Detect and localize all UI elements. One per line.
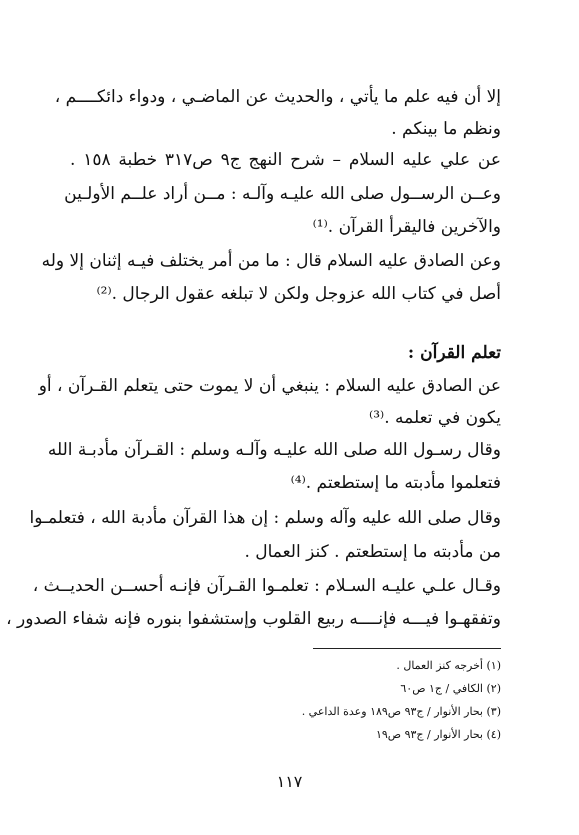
- body-line-16: وتفقهـوا فيـــه فإنــــه ربيع القلوب وإستشفوا بنوره فإنه شفاء الصدور ،: [6, 609, 501, 629]
- body-line-7: أصل في كتاب الله عزوجل ولكن لا تبلغه عقول الرجال .⁽²⁾: [96, 284, 501, 304]
- footnote-4: (٤) بحار الأنوار / ج٩٣ ص١٩: [375, 728, 501, 741]
- footnote-2: (٢) الكافي / ج١ ص٦٠: [400, 682, 501, 695]
- footnote-divider: [313, 648, 501, 649]
- body-line-1: إلا أن فيه علم ما يأتي ، والحديث عن الماضـي ، ودواء دائكــــم ،: [54, 87, 501, 107]
- body-line-11: وقال رسـول الله صلى الله عليـه وآلـه وسلم : القـرآن مأدبـة الله: [47, 440, 501, 460]
- body-line-10: يكون في تعلمه .⁽³⁾: [369, 408, 501, 428]
- body-line-5: والآخرين فاليقرأ القرآن .⁽¹⁾: [312, 217, 501, 237]
- body-line-14: من مأدبته ما إستطعتم . كنز العمال .: [244, 542, 501, 562]
- body-line-6: وعن الصادق عليه السلام قال : ما من أمر يختلف فيـه إثنان إلا وله: [41, 251, 501, 271]
- footnote-1: (١) أخرجه كنز العمال .: [396, 659, 501, 672]
- body-line-9: عن الصادق عليه السلام : ينبغي أن لا يموت حتى يتعلم القـرآن ، أو: [38, 376, 501, 396]
- body-line-15: وقـال علـي عليـه السـلام : تعلمـوا القـرآن فإنـه أحســن الحديــث ،: [32, 576, 501, 596]
- body-line-3: عن علي عليه السلام – شرح النهج ج٩ ص٣١٧ خطبة ١٥٨ .: [70, 150, 501, 170]
- page-number: ١١٧: [276, 772, 303, 791]
- body-line-12: فتعلموا مأدبته ما إستطعتم .⁽⁴⁾: [290, 473, 501, 493]
- footnote-3: (٣) بحار الأنوار / ج٩٣ ص١٨٩ وعدة الداعي .: [301, 705, 501, 718]
- body-line-2: ونظم ما بينكم .: [391, 119, 501, 139]
- section-heading: تعلم القرآن :: [407, 343, 501, 363]
- body-line-4: وعــن الرســول صلى الله عليـه وآلـه : مــن أراد علــم الأولـين: [64, 184, 501, 204]
- body-line-13: وقال صلى الله عليه وآله وسلم : إن هذا القرآن مأدبة الله ، فتعلمـوا: [29, 508, 501, 528]
